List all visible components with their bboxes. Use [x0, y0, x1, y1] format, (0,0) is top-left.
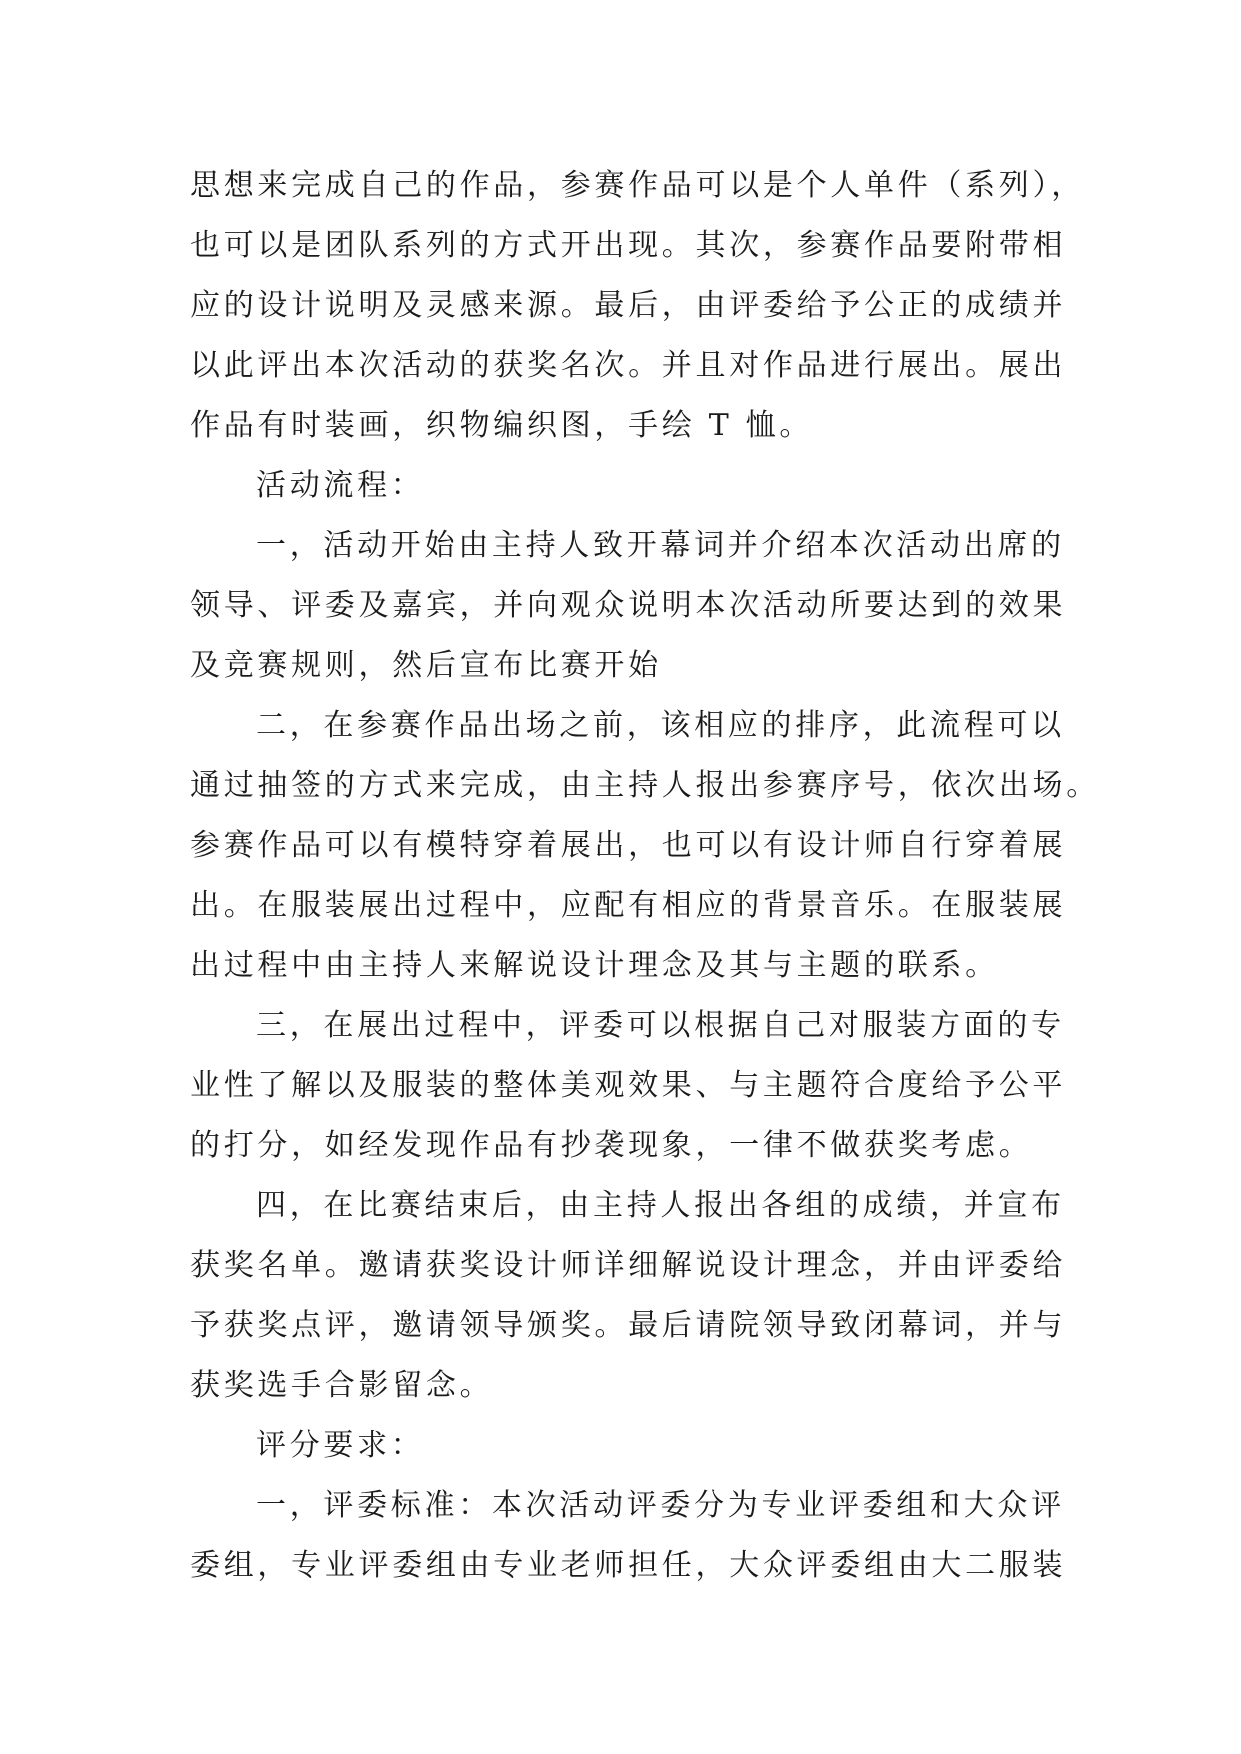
paragraph-line: 通过抽签的方式来完成，由主持人报出参赛序号，依次出场。 — [190, 768, 1100, 803]
paragraph-line: 四，在比赛结束后，由主持人报出各组的成绩，并宣布 — [256, 1188, 1065, 1223]
paragraph-line: 应的设计说明及灵感来源。最后，由评委给予公正的成绩并 — [190, 288, 1067, 323]
paragraph-line: 参赛作品可以有模特穿着展出，也可以有设计师自行穿着展 — [190, 828, 1067, 863]
paragraph-line: 业性了解以及服装的整体美观效果、与主题符合度给予公平 — [190, 1068, 1067, 1103]
paragraph-line: 出过程中由主持人来解说设计理念及其与主题的联系。 — [190, 948, 999, 983]
paragraph-line: 获奖名单。邀请获奖设计师详细解说设计理念，并由评委给 — [190, 1248, 1067, 1283]
paragraph-line: 一，活动开始由主持人致开幕词并介绍本次活动出席的 — [256, 528, 1065, 563]
paragraph-line: 委组，专业评委组由专业老师担任，大众评委组由大二服装 — [190, 1548, 1067, 1583]
paragraph-line: 一，评委标准：本次活动评委分为专业评委组和大众评 — [256, 1488, 1065, 1523]
paragraph-line: 二，在参赛作品出场之前，该相应的排序，此流程可以 — [256, 708, 1065, 743]
paragraph-line: 获奖选手合影留念。 — [190, 1368, 494, 1403]
paragraph-line: 领导、评委及嘉宾，并向观众说明本次活动所要达到的效果 — [190, 588, 1067, 623]
paragraph-line: 的打分，如经发现作品有抄袭现象，一律不做获奖考虑。 — [190, 1128, 1033, 1163]
paragraph-line: 以此评出本次活动的获奖名次。并且对作品进行展出。展出 — [190, 348, 1067, 383]
paragraph-line: 作品有时装画，织物编织图，手绘 T 恤。 — [190, 408, 814, 443]
paragraph-line: 及竞赛规则，然后宣布比赛开始 — [190, 648, 662, 683]
section-heading-scoring-requirements: 评分要求： — [256, 1428, 425, 1463]
paragraph-line: 出。在服装展出过程中，应配有相应的背景音乐。在服装展 — [190, 888, 1067, 923]
paragraph-line: 予获奖点评，邀请领导颁奖。最后请院领导致闭幕词，并与 — [190, 1308, 1067, 1343]
section-heading-activity-process: 活动流程： — [256, 468, 425, 503]
paragraph-line: 也可以是团队系列的方式开出现。其次，参赛作品要附带相 — [190, 228, 1067, 263]
paragraph-line: 三，在展出过程中，评委可以根据自己对服装方面的专 — [256, 1008, 1065, 1043]
paragraph-line: 思想来完成自己的作品，参赛作品可以是个人单件（系列）， — [190, 168, 1085, 203]
document-body — [190, 156, 1100, 1596]
